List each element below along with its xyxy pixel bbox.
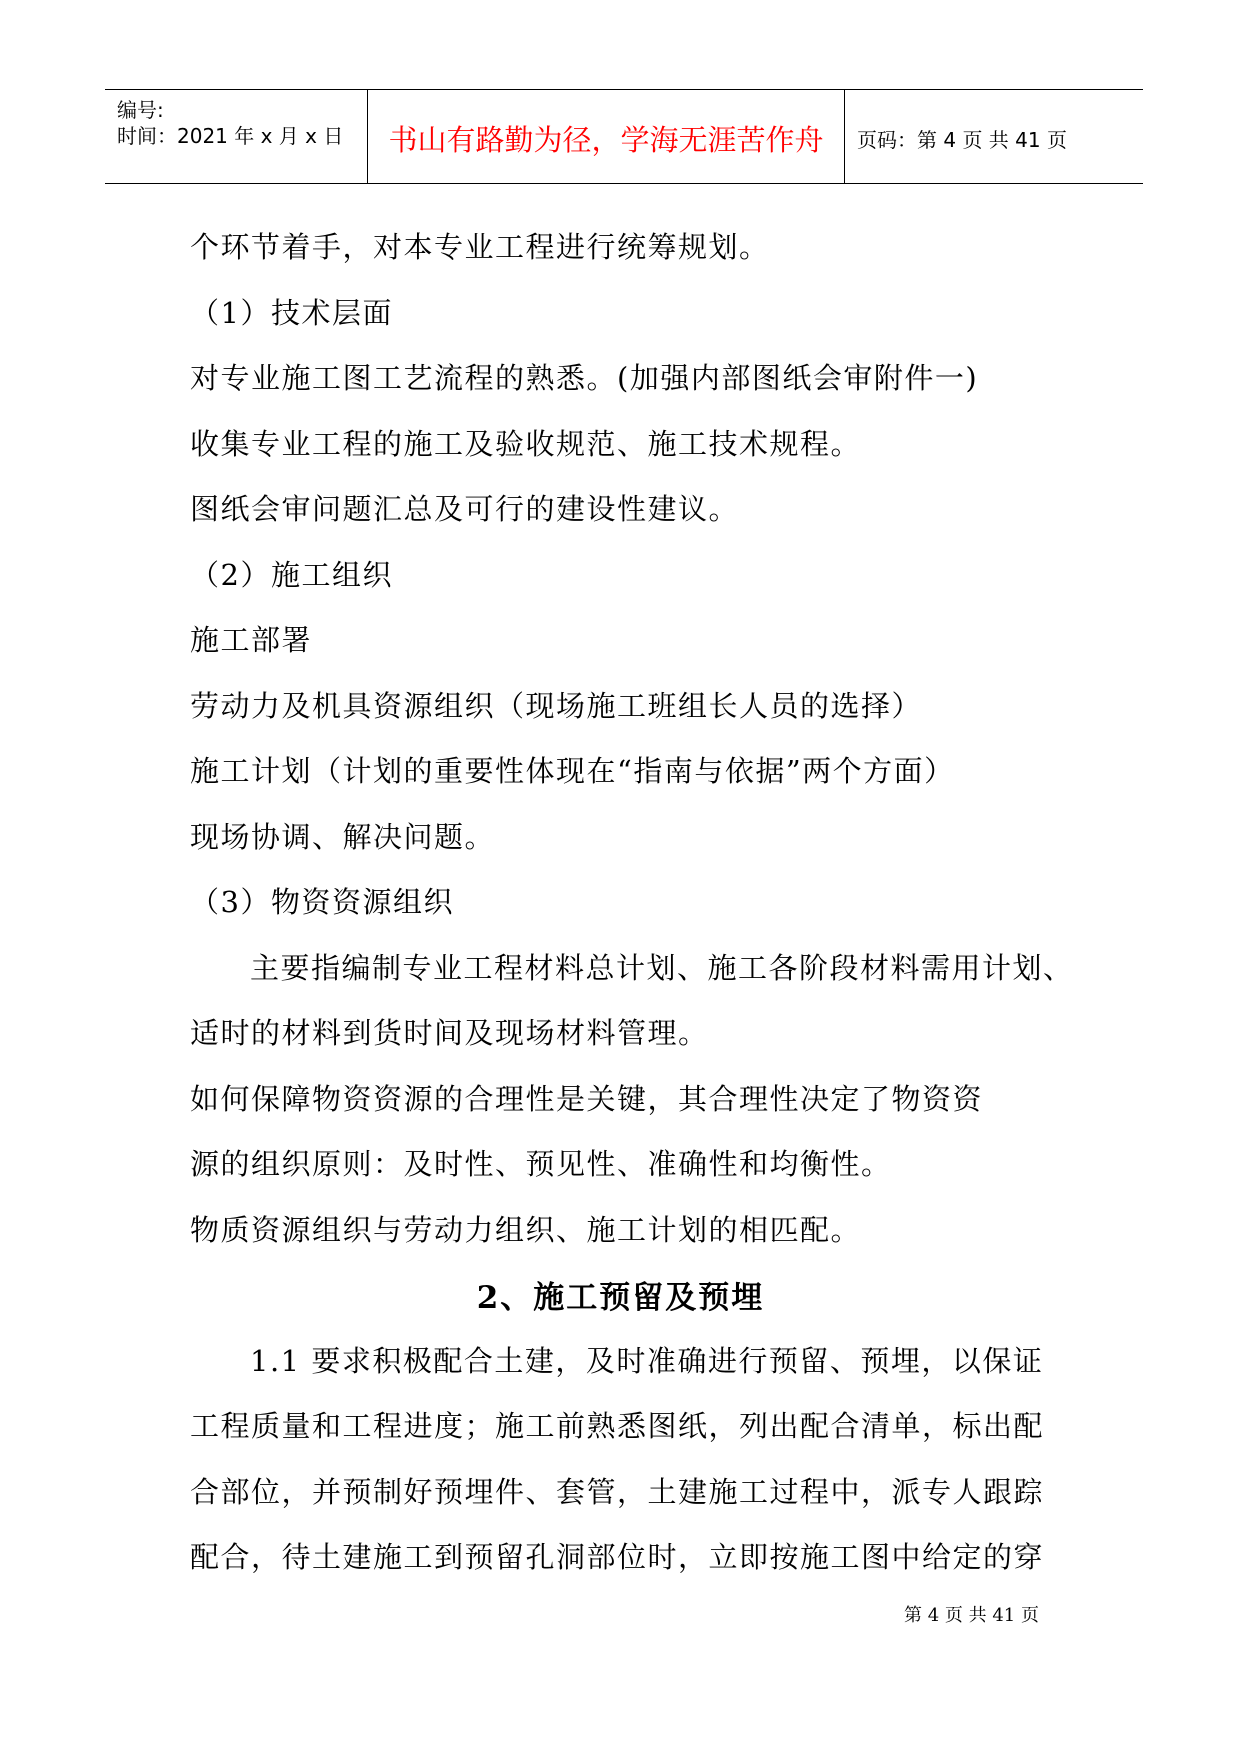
body-line: 施工部署 bbox=[190, 623, 313, 657]
section-heading: 2、施工预留及预埋 bbox=[476, 1280, 765, 1316]
body-line: 1.1 要求积极配合土建，及时准确进行预留、预埋，以保证 bbox=[250, 1344, 1044, 1378]
document-number-label: 编号: bbox=[117, 98, 164, 122]
body-line: 如何保障物资资源的合理性是关键，其合理性决定了物资资 bbox=[190, 1082, 984, 1116]
header-motto-cell bbox=[368, 90, 845, 183]
body-line: 物质资源组织与劳动力组织、施工计划的相匹配。 bbox=[190, 1213, 862, 1247]
body-line: 现场协调、解决问题。 bbox=[190, 820, 496, 854]
header-page-number: 页码：第 4 页 共 41 页 bbox=[857, 128, 1067, 152]
page-footer: 第 4 页 共 41 页 bbox=[904, 1605, 1039, 1626]
body-line: 配合，待土建施工到预留孔洞部位时，立即按施工图中给定的穿 bbox=[190, 1540, 1045, 1574]
body-line: 主要指编制专业工程材料总计划、施工各阶段材料需用计划、 bbox=[250, 951, 1074, 985]
header-page-cell bbox=[845, 90, 1143, 183]
body-line: 工程质量和工程进度；施工前熟悉图纸，列出配合清单，标出配 bbox=[190, 1409, 1045, 1443]
body-line: （3）物资资源组织 bbox=[190, 885, 454, 919]
body-line: 源的组织原则：及时性、预见性、准确性和均衡性。 bbox=[190, 1147, 892, 1181]
page-header bbox=[105, 89, 1143, 184]
body-line: 收集专业工程的施工及验收规范、施工技术规程。 bbox=[190, 427, 862, 461]
header-info-cell bbox=[105, 90, 368, 183]
body-line: （2）施工组织 bbox=[190, 558, 393, 592]
body-line: 图纸会审问题汇总及可行的建设性建议。 bbox=[190, 492, 740, 526]
body-line: 合部位，并预制好预埋件、套管，土建施工过程中，派专人跟踪 bbox=[190, 1475, 1045, 1509]
body-line: 个环节着手，对本专业工程进行统筹规划。 bbox=[190, 230, 770, 264]
document-date: 时间：2021 年 x 月 x 日 bbox=[117, 124, 344, 148]
body-line: 施工计划（计划的重要性体现在“指南与依据”两个方面） bbox=[190, 754, 955, 788]
header-motto: 书山有路勤为径，学海无涯苦作舟 bbox=[388, 123, 824, 157]
body-line: 适时的材料到货时间及现场材料管理。 bbox=[190, 1016, 709, 1050]
body-line: （1）技术层面 bbox=[190, 296, 393, 330]
body-line: 劳动力及机具资源组织（现场施工班组长人员的选择） bbox=[190, 689, 923, 723]
body-line: 对专业施工图工艺流程的熟悉。(加强内部图纸会审附件一) bbox=[190, 361, 979, 395]
